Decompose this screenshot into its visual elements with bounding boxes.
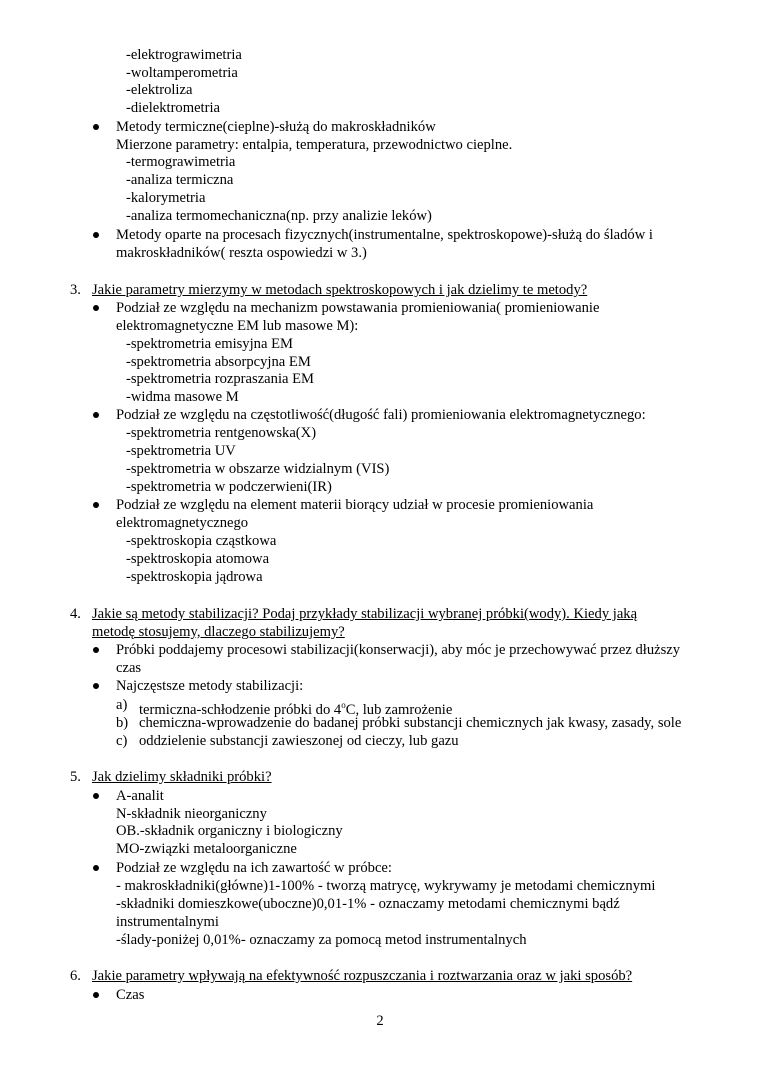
question-number: 4. [70, 606, 81, 622]
bullet-icon [93, 647, 99, 653]
q6-b1-text: Czas [116, 987, 145, 1003]
q5-b1-line: A-analit [116, 788, 164, 804]
physical-line-1: Metody oparte na procesach fizycznych(instrumentalne, spektroskopowe)-służą do śladów i [116, 227, 653, 243]
q3-b3-line-1: Podział ze względu na element materii biorący udział w procesie promieniowania [116, 497, 594, 513]
physical-line-2: makroskładników( reszta ospowiedzi w 3.) [116, 245, 367, 261]
list-item: -spektrometria w obszarze widzialnym (VIS) [126, 461, 390, 477]
question-6-title: Jakie parametry wpływają na efektywność rozpuszczania i roztwarzania oraz w jaki sposób? [92, 968, 633, 984]
list-item: -spektrometria rozpraszania EM [126, 371, 315, 387]
q5-b2-line: -ślady-poniżej 0,01%- oznaczamy za pomocą metod instrumentalnych [116, 932, 527, 948]
question-number: 3. [70, 282, 81, 298]
list-item: -spektrometria rentgenowska(X) [126, 425, 317, 441]
question-5-title: Jak dzielimy składniki próbki? [92, 769, 272, 785]
list-item: -dielektrometria [126, 100, 221, 116]
q3-b1-line-1: Podział ze względu na mechanizm powstawania promieniowania( promieniowanie [116, 300, 600, 316]
lettered-item: oddzielenie substancji zawieszonej od cieczy, lub gazu [139, 733, 459, 749]
q4-b1-line-2: czas [116, 660, 142, 676]
bullet-icon [93, 305, 99, 311]
page-number: 2 [376, 1013, 384, 1029]
list-item: -kalorymetria [126, 190, 206, 206]
bullet-icon [93, 793, 99, 799]
lettered-item: termiczna-schłodzenie próbki do 4$^o$C, lub zamrożenie [139, 700, 453, 718]
list-item: -analiza termiczna [126, 172, 234, 188]
question-3-title: Jakie parametry mierzymy w metodach spektroskopowych i jak dzielimy te metody? [92, 282, 588, 298]
thermal-bullet-text: Metody termiczne(cieplne)-służą do makroskładników [116, 119, 436, 135]
lettered-item: chemiczna-wprowadzenie do badanej próbki substancji chemicznych jak kwasy, zasady, sole [139, 715, 682, 731]
bullet-icon [93, 412, 99, 418]
list-label: b) [116, 715, 129, 731]
question-number: 5. [70, 769, 81, 785]
list-item: -spektrometria emisyjna EM [126, 336, 293, 352]
list-item: -analiza termomechaniczna(np. przy analizie leków) [126, 208, 432, 224]
list-item: -elektrograwimetria [126, 47, 242, 63]
list-item: -woltamperometria [126, 65, 238, 81]
q3-b2-line-1: Podział ze względu na częstotliwość(długość fali) promieniowania elektromagnetycznego: [116, 407, 646, 423]
question-number: 6. [70, 968, 81, 984]
bullet-icon [93, 232, 99, 238]
q5-b2-line: - makroskładniki(główne)1-100% - tworzą matrycę, wykrywamy je metodami chemicznymi [116, 878, 656, 894]
list-label: c) [116, 733, 128, 749]
question-4-title-line-1: Jakie są metody stabilizacji? Podaj przykłady stabilizacji wybranej próbki(wody). Kiedy jaką [92, 606, 638, 622]
list-item: -spektrometria w podczerwieni(IR) [126, 479, 332, 495]
question-4-title-line-2: metodę stosujemy, dlaczego stabilizujemy? [92, 624, 345, 640]
q5-b2-line: instrumentalnymi [116, 914, 219, 930]
q4-b1-line-1: Próbki poddajemy procesowi stabilizacji(konserwacji), aby móc je przechowywać przez dłuższy [116, 642, 681, 658]
q5-b2-line: Podział ze względu na ich zawartość w próbce: [116, 860, 392, 876]
list-item: -widma masowe M [126, 389, 239, 405]
bullet-icon [93, 502, 99, 508]
list-item: -termograwimetria [126, 154, 236, 170]
bullet-icon [93, 124, 99, 130]
list-item: -spektroskopia jądrowa [126, 569, 263, 585]
list-item: -elektroliza [126, 82, 193, 98]
list-item: -spektrometria UV [126, 443, 236, 459]
thermal-params-text: Mierzone parametry: entalpia, temperatura, przewodnictwo cieplne. [116, 137, 513, 153]
q5-b2-line: -składniki domieszkowe(uboczne)0,01-1% - oznaczamy metodami chemicznymi bądź [116, 896, 620, 912]
q5-b1-line: OB.-składnik organiczny i biologiczny [116, 823, 343, 839]
list-item: -spektroskopia atomowa [126, 551, 270, 567]
list-label: a) [116, 697, 128, 713]
list-item: -spektroskopia cząstkowa [126, 533, 277, 549]
q5-b1-line: MO-związki metaloorganiczne [116, 841, 297, 857]
q3-b3-line-2: elektromagnetycznego [116, 515, 249, 531]
list-item: -spektrometria absorpcyjna EM [126, 354, 311, 370]
bullet-icon [93, 992, 99, 998]
bullet-icon [93, 683, 99, 689]
bullet-icon [93, 865, 99, 871]
q4-b2-text: Najczęstsze metody stabilizacji: [116, 678, 304, 694]
q5-b1-line: N-składnik nieorganiczny [116, 806, 267, 822]
q3-b1-line-2: elektromagnetyczne EM lub masowe M): [116, 318, 359, 334]
